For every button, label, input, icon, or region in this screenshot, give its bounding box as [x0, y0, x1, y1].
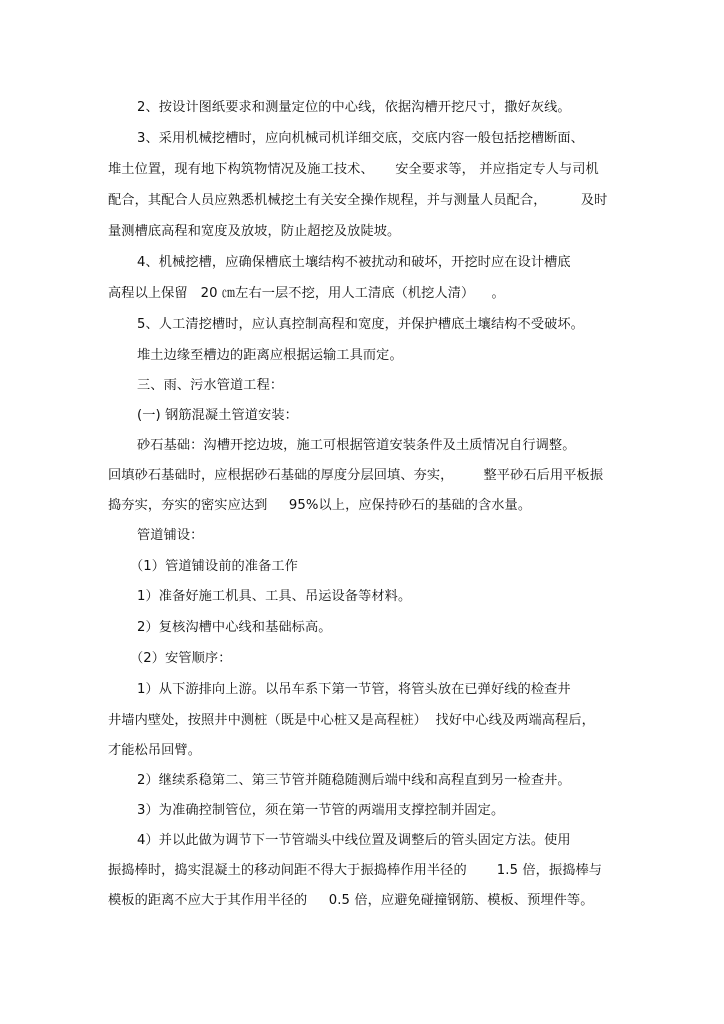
text-line: 4、机械挖槽，应确保槽底土壤结构不被扰动和破坏，开挖时应在设计槽底: [137, 255, 571, 270]
text-line: 1）准备好施工机具、工具、吊运设备等材料。: [137, 589, 412, 604]
text-line: 1）从下游排向上游。以吊车系下第一节管，将管头放在已弹好线的检查井: [137, 682, 571, 697]
text-line: 捣夯实，夯实的密实应达到 95%以上，应保持砂石的基础的含水量。: [108, 498, 532, 513]
text-line: 2、按设计图纸要求和测量定位的中心线，依据沟槽开挖尺寸，撒好灰线。: [137, 100, 571, 115]
text-line: 模板的距离不应大于其作用半径的 0.5 倍，应避免碰撞钢筋、模板、预埋件等。: [108, 893, 594, 908]
subsection-heading: 管道铺设：: [137, 528, 204, 543]
text-line: 5、人工清挖槽时，应认真控制高程和宽度，并保护槽底土壤结构不受破坏。: [137, 317, 584, 332]
text-line: 3）为准确控制管位，须在第一节管的两端用支撑控制并固定。: [137, 803, 505, 818]
text-line: 堆土位置，现有地下构筑物情况及施工技术、 安全要求等， 并应指定专人与司机: [108, 162, 599, 177]
text-line: （1）管道铺设前的准备工作: [130, 559, 298, 574]
text-line: 4）并以此做为调节下一节管端头中线位置及调整后的管头固定方法。使用: [137, 833, 571, 848]
text-line: 高程以上保留 20 ㎝左右一层不挖，用人工清底（机挖人清） 。: [108, 286, 505, 301]
text-line: 回填砂石基础时，应根据砂石基础的厚度分层回填、夯实， 整平砂石后用平板振: [108, 468, 604, 483]
text-line: 配合，其配合人员应熟悉机械挖土有关安全操作规程，并与测量人员配合， 及时: [108, 193, 608, 208]
text-line: 井墙内壁处，按照井中测桩（既是中心桩又是高程桩） 找好中心线及两端高程后，: [108, 713, 595, 728]
text-line: 才能松吊回臂。: [108, 743, 202, 758]
section-heading: 三、雨、污水管道工程：: [137, 378, 284, 393]
text-line: 砂石基础：沟槽开挖边坡，施工可根据管道安装条件及土质情况自行调整。: [137, 438, 576, 453]
text-line: 2）继续系稳第二、第三节管并随稳随测后端中线和高程直到另一检查井。: [137, 773, 571, 788]
text-line: 2）复核沟槽中心线和基础标高。: [137, 620, 332, 635]
text-line: 堆土边缘至槽边的距离应根据运输工具而定。: [137, 348, 403, 363]
text-line: 振捣棒时，捣实混凝土的移动间距不得大于振捣棒作用半径的 1.5 倍，振捣棒与: [108, 863, 603, 878]
text-line: 量测槽底高程和宽度及放坡，防止超挖及放陡坡。: [108, 224, 401, 239]
text-line: 3、采用机械挖槽时，应向机械司机详细交底，交底内容一般包括挖槽断面、: [137, 131, 584, 146]
subsection-heading: (一) 钢筋混凝土管道安装：: [137, 408, 298, 423]
text-line: （2）安管顺序：: [130, 651, 232, 666]
